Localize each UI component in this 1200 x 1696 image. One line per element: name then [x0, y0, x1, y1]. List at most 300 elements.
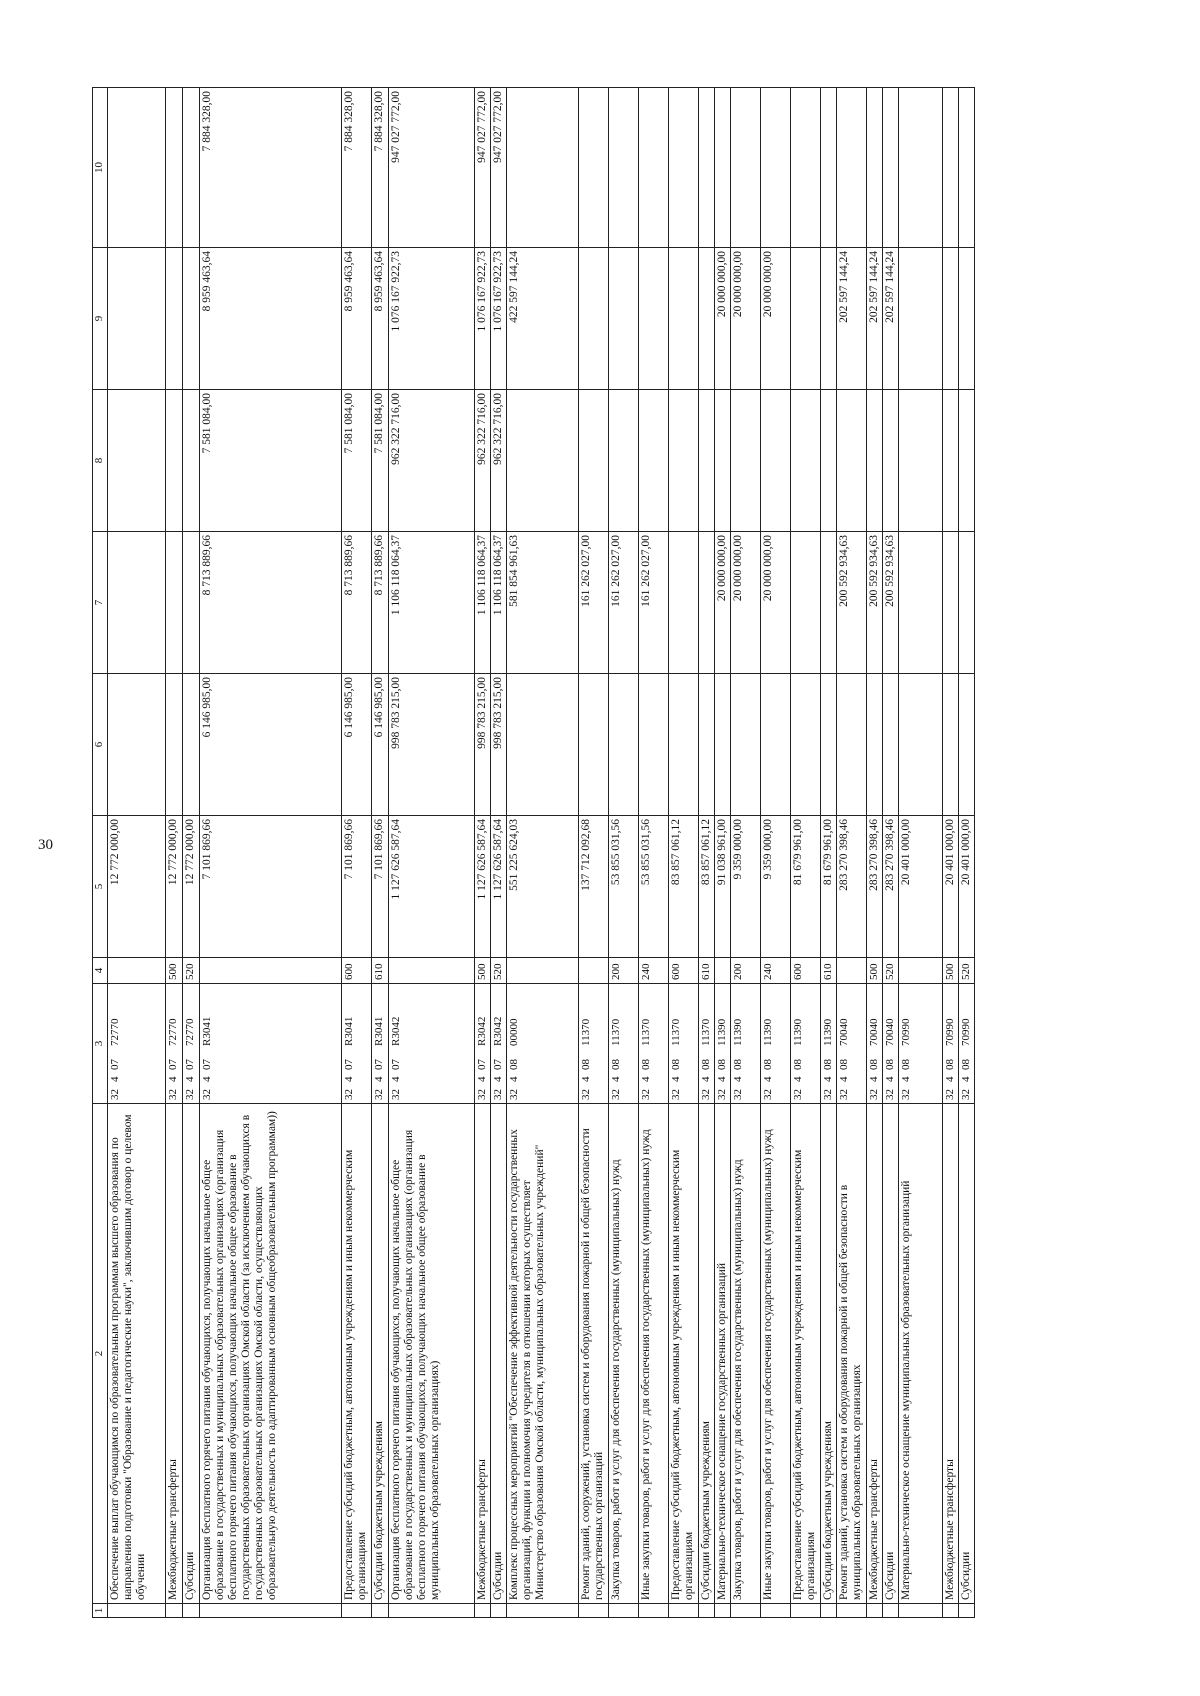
- amount-c10: [639, 88, 669, 248]
- code-type: 4: [109, 1076, 121, 1082]
- code-direction: 11370: [580, 1018, 592, 1046]
- classification-code: [899, 984, 943, 1104]
- code-direction: R3042: [476, 1016, 488, 1046]
- expense-type-code: [837, 958, 867, 984]
- amount-c5: 81 679 961,00: [791, 816, 821, 958]
- code-complex: 08: [960, 1059, 972, 1070]
- row-index-cell: [183, 1604, 200, 1618]
- amount-c9: [639, 248, 669, 390]
- code-direction: 11370: [700, 1018, 712, 1046]
- amount-c9: [609, 248, 639, 390]
- code-complex: 08: [732, 1059, 744, 1070]
- expense-type-code: 500: [166, 958, 183, 984]
- amount-c9: 8 959 463,64: [342, 248, 372, 390]
- amount-c9: 8 959 463,64: [200, 248, 342, 390]
- code-complex: 07: [390, 1059, 402, 1070]
- expense-type-code: 520: [183, 958, 200, 984]
- code-complex: 08: [792, 1059, 804, 1070]
- code-program: 32: [476, 1089, 488, 1100]
- row-name: Субсидии: [183, 1104, 200, 1604]
- row-name: Предоставление субсидий бюджетным, автономным учреждениям и иным некоммерческим организациям: [342, 1104, 372, 1604]
- code-complex: 08: [944, 1059, 956, 1070]
- code-program: 32: [109, 1089, 121, 1100]
- code-program: 32: [900, 1089, 912, 1100]
- code-direction: 00000: [508, 1018, 520, 1046]
- code-program: 32: [184, 1089, 196, 1100]
- code-complex: 08: [640, 1059, 652, 1070]
- row-index-cell: [579, 1604, 609, 1618]
- column-header: 1: [93, 1604, 108, 1618]
- amount-c8: [959, 390, 975, 532]
- code-complex: 08: [822, 1059, 834, 1070]
- amount-c5: 20 401 000,00: [943, 816, 959, 958]
- expense-type-code: 520: [959, 958, 975, 984]
- classification-code: [609, 984, 639, 1104]
- code-direction: 11370: [640, 1018, 652, 1046]
- table-row: [579, 88, 609, 1618]
- amount-c10: 947 027 772,00: [475, 88, 491, 248]
- amount-c7: 20 000 000,00: [731, 532, 761, 674]
- table-row: [943, 88, 959, 1618]
- amount-c7: [699, 532, 715, 674]
- row-name: Закупка товаров, работ и услуг для обеспечения государственных (муниципальных) нужд: [609, 1104, 639, 1604]
- amount-c5: 7 101 869,66: [342, 816, 372, 958]
- amount-c6: 998 783 215,00: [389, 674, 475, 816]
- amount-c5: 83 857 061,12: [669, 816, 699, 958]
- code-complex: 08: [900, 1059, 912, 1070]
- amount-c9: [183, 248, 200, 390]
- code-type: 4: [700, 1076, 712, 1082]
- amount-c8: 962 322 716,00: [491, 390, 507, 532]
- code-direction: 70040: [868, 1018, 880, 1046]
- row-index-cell: [943, 1604, 959, 1618]
- table-row: [183, 88, 200, 1618]
- amount-c10: [669, 88, 699, 248]
- amount-c9: 1 076 167 922,73: [389, 248, 475, 390]
- code-direction: 70990: [944, 1018, 956, 1046]
- amount-c6: [943, 674, 959, 816]
- amount-c8: [837, 390, 867, 532]
- amount-c9: 20 000 000,00: [715, 248, 731, 390]
- amount-c5: 12 772 000,00: [108, 816, 166, 958]
- code-program: 32: [640, 1089, 652, 1100]
- code-type: 4: [201, 1076, 213, 1082]
- row-name: Материально-техническое оснащение государственных организаций: [715, 1104, 731, 1604]
- amount-c10: 7 884 328,00: [200, 88, 342, 248]
- row-name: Субсидии бюджетным учреждениям: [372, 1104, 389, 1604]
- code-direction: 11370: [610, 1018, 622, 1046]
- code-program: 32: [868, 1089, 880, 1100]
- code-type: 4: [492, 1076, 504, 1082]
- code-direction: 72770: [109, 1018, 121, 1046]
- amount-c7: [821, 532, 837, 674]
- classification-code: [389, 984, 475, 1104]
- expense-type-code: 500: [943, 958, 959, 984]
- amount-c9: [166, 248, 183, 390]
- table-row: [389, 88, 475, 1618]
- amount-c5: 1 127 626 587,64: [389, 816, 475, 958]
- code-type: 4: [884, 1076, 896, 1082]
- row-index-cell: [899, 1604, 943, 1618]
- classification-code: [491, 984, 507, 1104]
- amount-c6: [821, 674, 837, 816]
- amount-c9: 1 076 167 922,73: [491, 248, 507, 390]
- amount-c5: 53 855 031,56: [639, 816, 669, 958]
- table-row: [715, 88, 731, 1618]
- code-type: 4: [762, 1076, 774, 1082]
- code-type: 4: [476, 1076, 488, 1082]
- column-header: 5: [93, 816, 108, 958]
- expense-type-code: 500: [867, 958, 883, 984]
- table-row: [372, 88, 389, 1618]
- amount-c10: 7 884 328,00: [372, 88, 389, 248]
- amount-c7: [166, 532, 183, 674]
- amount-c9: [943, 248, 959, 390]
- page-number: 30: [38, 837, 53, 853]
- code-type: 4: [580, 1076, 592, 1082]
- expense-type-code: [200, 958, 342, 984]
- row-index-cell: [389, 1604, 475, 1618]
- row-index-cell: [491, 1604, 507, 1618]
- code-type: 4: [822, 1076, 834, 1082]
- budget-table: [92, 87, 975, 1618]
- amount-c6: [959, 674, 975, 816]
- code-program: 32: [492, 1089, 504, 1100]
- amount-c7: 161 262 027,00: [609, 532, 639, 674]
- classification-code: [183, 984, 200, 1104]
- amount-c10: [183, 88, 200, 248]
- amount-c6: 6 146 985,00: [200, 674, 342, 816]
- classification-code: [372, 984, 389, 1104]
- expense-type-code: 600: [791, 958, 821, 984]
- amount-c7: [183, 532, 200, 674]
- amount-c8: [507, 390, 579, 532]
- expense-type-code: 520: [491, 958, 507, 984]
- column-header: 3: [93, 984, 108, 1104]
- amount-c6: [699, 674, 715, 816]
- table-row: [342, 88, 372, 1618]
- table-row: [731, 88, 761, 1618]
- amount-c6: 998 783 215,00: [491, 674, 507, 816]
- expense-type-code: [108, 958, 166, 984]
- classification-code: [108, 984, 166, 1104]
- code-type: 4: [732, 1076, 744, 1082]
- code-complex: 07: [109, 1059, 121, 1070]
- amount-c6: [108, 674, 166, 816]
- code-direction: 11390: [792, 1018, 804, 1046]
- amount-c8: [639, 390, 669, 532]
- amount-c6: [761, 674, 791, 816]
- classification-code: [669, 984, 699, 1104]
- classification-code: [943, 984, 959, 1104]
- code-type: 4: [184, 1076, 196, 1082]
- amount-c5: 12 772 000,00: [166, 816, 183, 958]
- code-type: 4: [670, 1076, 682, 1082]
- code-type: 4: [792, 1076, 804, 1082]
- amount-c9: [699, 248, 715, 390]
- row-name: Закупка товаров, работ и услуг для обеспечения государственных (муниципальных) нужд: [731, 1104, 761, 1604]
- amount-c9: 202 597 144,24: [837, 248, 867, 390]
- amount-c10: 947 027 772,00: [389, 88, 475, 248]
- amount-c10: [108, 88, 166, 248]
- row-name: Комплекс процессных мероприятий "Обеспечение эффективной деятельности государственных организаций, функции и полномочия учредителя в отношении которых осуществляет Министерство образования Омской области, муниципальных образовательных учреждений": [507, 1104, 579, 1604]
- table-row: [699, 88, 715, 1618]
- column-header: 4: [93, 958, 108, 984]
- row-index-cell: [761, 1604, 791, 1618]
- amount-c7: [943, 532, 959, 674]
- amount-c8: [943, 390, 959, 532]
- code-direction: 11390: [822, 1018, 834, 1046]
- amount-c10: [899, 88, 943, 248]
- amount-c9: [669, 248, 699, 390]
- amount-c5: 9 359 000,00: [761, 816, 791, 958]
- amount-c6: [899, 674, 943, 816]
- amount-c5: 83 857 061,12: [699, 816, 715, 958]
- column-header: 2: [93, 1104, 108, 1604]
- table-row: [821, 88, 837, 1618]
- row-index-cell: [959, 1604, 975, 1618]
- table-row: [166, 88, 183, 1618]
- classification-code: [715, 984, 731, 1104]
- amount-c5: 7 101 869,66: [200, 816, 342, 958]
- amount-c9: [821, 248, 837, 390]
- classification-code: [821, 984, 837, 1104]
- row-name: Предоставление субсидий бюджетным, автономным учреждениям и иным некоммерческим организациям: [791, 1104, 821, 1604]
- amount-c10: [883, 88, 899, 248]
- code-type: 4: [838, 1076, 850, 1082]
- row-index-cell: [639, 1604, 669, 1618]
- classification-code: [200, 984, 342, 1104]
- amount-c8: [899, 390, 943, 532]
- amount-c5: 7 101 869,66: [372, 816, 389, 958]
- row-index-cell: [200, 1604, 342, 1618]
- code-complex: 07: [201, 1059, 213, 1070]
- amount-c10: [837, 88, 867, 248]
- code-direction: R3041: [373, 1016, 385, 1046]
- expense-type-code: 600: [342, 958, 372, 984]
- amount-c7: 1 106 118 064,37: [475, 532, 491, 674]
- row-name: Иные закупки товаров, работ и услуг для обеспечения государственных (муниципальных) нужд: [761, 1104, 791, 1604]
- amount-c8: 7 581 084,00: [200, 390, 342, 532]
- amount-c6: [579, 674, 609, 816]
- amount-c10: [791, 88, 821, 248]
- expense-type-code: [899, 958, 943, 984]
- column-header: 6: [93, 674, 108, 816]
- code-direction: R3042: [390, 1016, 402, 1046]
- code-complex: 08: [508, 1059, 520, 1070]
- table-row: [669, 88, 699, 1618]
- code-program: 32: [838, 1089, 850, 1100]
- code-program: 32: [716, 1089, 728, 1100]
- amount-c9: 20 000 000,00: [761, 248, 791, 390]
- expense-type-code: 610: [699, 958, 715, 984]
- code-program: 32: [373, 1089, 385, 1100]
- code-type: 4: [960, 1076, 972, 1082]
- amount-c7: [959, 532, 975, 674]
- amount-c10: [579, 88, 609, 248]
- amount-c9: 8 959 463,64: [372, 248, 389, 390]
- row-index-cell: [475, 1604, 491, 1618]
- amount-c5: 9 359 000,00: [731, 816, 761, 958]
- expense-type-code: [715, 958, 731, 984]
- amount-c8: [883, 390, 899, 532]
- code-program: 32: [670, 1089, 682, 1100]
- code-program: 32: [390, 1089, 402, 1100]
- table-row: [200, 88, 342, 1618]
- code-complex: 08: [762, 1059, 774, 1070]
- amount-c8: [731, 390, 761, 532]
- table-row: [609, 88, 639, 1618]
- table-row: [491, 88, 507, 1618]
- amount-c8: [867, 390, 883, 532]
- code-direction: R3041: [201, 1016, 213, 1046]
- expense-type-code: 200: [731, 958, 761, 984]
- code-type: 4: [900, 1076, 912, 1082]
- amount-c6: [639, 674, 669, 816]
- amount-c5: 283 270 398,46: [837, 816, 867, 958]
- expense-type-code: [389, 958, 475, 984]
- amount-c10: [507, 88, 579, 248]
- code-direction: 72770: [167, 1018, 179, 1046]
- amount-c10: [761, 88, 791, 248]
- amount-c7: 161 262 027,00: [639, 532, 669, 674]
- code-complex: 07: [167, 1059, 179, 1070]
- classification-code: [507, 984, 579, 1104]
- code-type: 4: [373, 1076, 385, 1082]
- table-row: [867, 88, 883, 1618]
- row-name: Организация бесплатного горячего питания обучающихся, получающих начальное общее образование в государственных и муниципальных образовательных организациях (организация бесплатного горячего питания обучающихся, получающих начальное общее образование в государственных образовательных организациях Омской области (за исключением обучающихся в государственных образовательных организациях Омской области, осуществляющих образовательную деятельность по адаптированным основным общеобразовательным программам)): [200, 1104, 342, 1604]
- row-index-cell: [507, 1604, 579, 1618]
- amount-c7: 20 000 000,00: [761, 532, 791, 674]
- amount-c6: 6 146 985,00: [342, 674, 372, 816]
- code-complex: 07: [373, 1059, 385, 1070]
- row-index-cell: [821, 1604, 837, 1618]
- amount-c5: 551 225 624,03: [507, 816, 579, 958]
- row-index-cell: [669, 1604, 699, 1618]
- row-name: Материально-техническое оснащение муниципальных образовательных организаций: [899, 1104, 943, 1604]
- code-complex: 08: [884, 1059, 896, 1070]
- code-program: 32: [508, 1089, 520, 1100]
- amount-c5: 283 270 398,46: [883, 816, 899, 958]
- amount-c5: 91 038 961,00: [715, 816, 731, 958]
- row-index-cell: [699, 1604, 715, 1618]
- expense-type-code: 610: [372, 958, 389, 984]
- code-complex: 08: [670, 1059, 682, 1070]
- amount-c10: [609, 88, 639, 248]
- code-direction: 70990: [960, 1018, 972, 1046]
- expense-type-code: 610: [821, 958, 837, 984]
- classification-code: [761, 984, 791, 1104]
- classification-code: [639, 984, 669, 1104]
- code-direction: 70040: [884, 1018, 896, 1046]
- amount-c8: 7 581 084,00: [372, 390, 389, 532]
- amount-c5: 137 712 092,68: [579, 816, 609, 958]
- amount-c9: [899, 248, 943, 390]
- table-row: [791, 88, 821, 1618]
- amount-c7: 20 000 000,00: [715, 532, 731, 674]
- amount-c8: [166, 390, 183, 532]
- amount-c10: [821, 88, 837, 248]
- row-name: Ремонт зданий, установка систем и оборудования пожарной и общей безопасности в муниципальных образовательных организациях: [837, 1104, 867, 1604]
- row-name: Межбюджетные трансферты: [867, 1104, 883, 1604]
- code-complex: 07: [492, 1059, 504, 1070]
- row-index-cell: [108, 1604, 166, 1618]
- amount-c8: [715, 390, 731, 532]
- column-header: 10: [93, 88, 108, 248]
- amount-c7: [669, 532, 699, 674]
- code-type: 4: [716, 1076, 728, 1082]
- amount-c8: 7 581 084,00: [342, 390, 372, 532]
- code-complex: 08: [700, 1059, 712, 1070]
- amount-c9: 422 597 144,24: [507, 248, 579, 390]
- amount-c5: 283 270 398,46: [867, 816, 883, 958]
- budget-table-sheet: [92, 88, 1200, 1618]
- amount-c6: [166, 674, 183, 816]
- amount-c6: 6 146 985,00: [372, 674, 389, 816]
- row-index-cell: [609, 1604, 639, 1618]
- amount-c8: [579, 390, 609, 532]
- amount-c8: [669, 390, 699, 532]
- amount-c8: [699, 390, 715, 532]
- expense-type-code: [507, 958, 579, 984]
- amount-c5: 81 679 961,00: [821, 816, 837, 958]
- amount-c9: 1 076 167 922,73: [475, 248, 491, 390]
- code-direction: 11370: [670, 1018, 682, 1046]
- amount-c9: [579, 248, 609, 390]
- row-name: Межбюджетные трансферты: [943, 1104, 959, 1604]
- code-program: 32: [822, 1089, 834, 1100]
- amount-c6: [183, 674, 200, 816]
- amount-c6: [837, 674, 867, 816]
- code-complex: 08: [868, 1059, 880, 1070]
- amount-c7: 8 713 889,66: [372, 532, 389, 674]
- row-name: Межбюджетные трансферты: [166, 1104, 183, 1604]
- code-program: 32: [610, 1089, 622, 1100]
- amount-c7: [899, 532, 943, 674]
- amount-c6: [715, 674, 731, 816]
- classification-code: [837, 984, 867, 1104]
- expense-type-code: 200: [609, 958, 639, 984]
- code-direction: 11390: [732, 1018, 744, 1046]
- code-complex: 07: [184, 1059, 196, 1070]
- classification-code: [699, 984, 715, 1104]
- expense-type-code: 500: [475, 958, 491, 984]
- amount-c9: 202 597 144,24: [883, 248, 899, 390]
- amount-c7: [791, 532, 821, 674]
- amount-c6: [731, 674, 761, 816]
- amount-c9: [108, 248, 166, 390]
- code-direction: 72770: [184, 1018, 196, 1046]
- amount-c10: [959, 88, 975, 248]
- classification-code: [731, 984, 761, 1104]
- table-row: [108, 88, 166, 1618]
- amount-c6: [883, 674, 899, 816]
- row-name: Организация бесплатного горячего питания обучающихся, получающих начальное общее образование в государственных и муниципальных образовательных организациях (организация бесплатного горячего питания обучающихся, получающих начальное общее образование в муниципальных образовательных организациях): [389, 1104, 475, 1604]
- expense-type-code: [579, 958, 609, 984]
- code-program: 32: [167, 1089, 179, 1100]
- column-header: 8: [93, 390, 108, 532]
- amount-c8: [761, 390, 791, 532]
- code-complex: 07: [343, 1059, 355, 1070]
- amount-c5: 12 772 000,00: [183, 816, 200, 958]
- expense-type-code: 520: [883, 958, 899, 984]
- row-name: Иные закупки товаров, работ и услуг для обеспечения государственных (муниципальных) нужд: [639, 1104, 669, 1604]
- amount-c7: 8 713 889,66: [200, 532, 342, 674]
- row-name: Предоставление субсидий бюджетным, автономным учреждениям и иным некоммерческим организациям: [669, 1104, 699, 1604]
- classification-code: [791, 984, 821, 1104]
- column-number-row: [93, 88, 108, 1618]
- expense-type-code: 240: [761, 958, 791, 984]
